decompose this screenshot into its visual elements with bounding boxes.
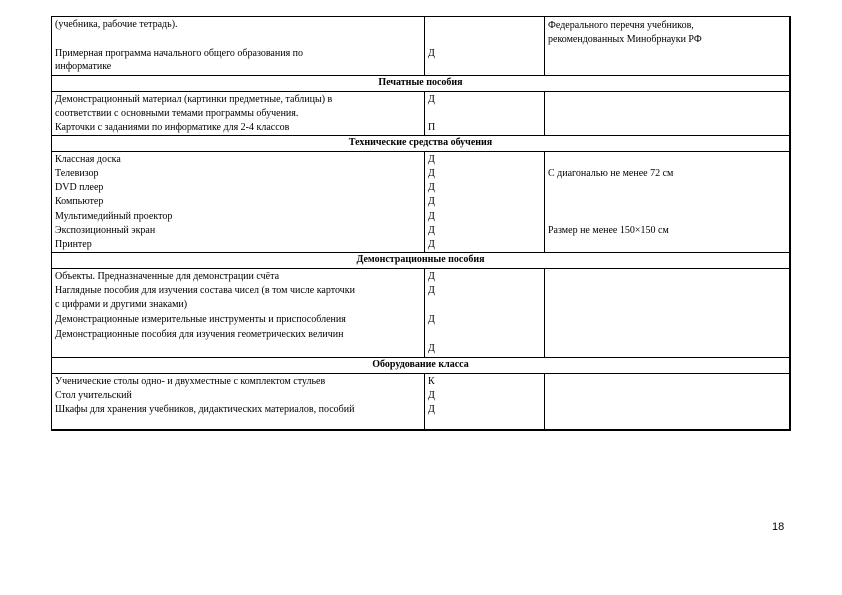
list-item: Демонстрационные пособия для изучения геометрических величин (55, 329, 344, 340)
list-item: Объекты. Предназначенные для демонстрации счёта (55, 271, 280, 282)
cell-text: Примерная программа начального общего образования по (55, 48, 304, 59)
cell-mark: Д (428, 239, 435, 250)
cell-mark: Д (428, 48, 435, 59)
cell-mark: Д (428, 271, 435, 282)
list-item: Демонстрационные измерительные инструменты и приспособления (55, 314, 346, 325)
cell-mark: Д (428, 225, 435, 236)
table-cell (425, 152, 545, 252)
table-row (52, 17, 789, 76)
table-cell (425, 92, 545, 135)
section-title: Технические средства обучения (348, 137, 493, 148)
cell-mark: П (428, 122, 436, 133)
page-number: 18 (772, 521, 785, 533)
equipment-table (51, 16, 791, 431)
list-item: Принтер (55, 239, 92, 250)
cell-mark: К (428, 376, 435, 387)
cell-note: Размер не менее 150×150 см (548, 225, 669, 236)
list-item: Стол учительский (55, 390, 132, 401)
table-cell (425, 374, 545, 430)
table-cell (52, 92, 425, 135)
section-title: Печатные пособия (378, 77, 463, 88)
list-item: Наглядные пособия для изучения состава чисел (в том числе карточки (55, 285, 355, 296)
cell-mark: Д (428, 94, 435, 105)
list-item: с цифрами и другими знаками) (55, 299, 188, 310)
table-cell (52, 17, 425, 75)
cell-note: С диагональю не менее 72 см (548, 168, 674, 179)
cell-mark: Д (428, 211, 435, 222)
section-title: Демонстрационные пособия (356, 254, 485, 265)
list-item: Компьютер (55, 196, 104, 207)
section-header-row (52, 76, 789, 92)
table-cell (545, 92, 789, 135)
cell-mark: Д (428, 182, 435, 193)
cell-mark: Д (428, 314, 435, 325)
table-row (52, 374, 789, 430)
cell-text: Карточки с заданиями по информатике для 2-4 классов (55, 122, 290, 133)
table-cell (425, 17, 545, 75)
section-header-row (52, 358, 789, 374)
list-item: Телевизор (55, 168, 99, 179)
list-item: Шкафы для хранения учебников, дидактических материалов, пособий (55, 404, 355, 415)
list-item: Мультимедийный проектор (55, 211, 173, 222)
table-cell (425, 269, 545, 357)
table-cell (52, 152, 425, 252)
table-cell (52, 374, 425, 430)
table-cell (545, 152, 789, 252)
table-row (52, 152, 789, 253)
section-header-row (52, 253, 789, 269)
cell-mark: Д (428, 285, 435, 296)
table-cell (545, 17, 789, 75)
table-cell (52, 269, 425, 357)
section-title: Оборудование класса (372, 359, 469, 370)
cell-text: (учебника, рабочие тетрадь). (55, 19, 178, 30)
table-cell (545, 269, 789, 357)
cell-text: соответствии с основными темами программы обучения. (55, 108, 299, 119)
cell-mark: Д (428, 343, 435, 354)
cell-text: рекомендованных Минобрнауки РФ (548, 34, 702, 45)
list-item: Экспозиционный экран (55, 225, 156, 236)
cell-mark: Д (428, 404, 435, 415)
table-cell (545, 374, 789, 430)
cell-text: Демонстрационный материал (картинки предметные, таблицы) в (55, 94, 333, 105)
cell-text: информатике (55, 61, 112, 72)
list-item: DVD плеер (55, 182, 104, 193)
cell-mark: Д (428, 196, 435, 207)
cell-mark: Д (428, 154, 435, 165)
table-row (52, 269, 789, 358)
section-header-row (52, 136, 789, 152)
cell-mark: Д (428, 390, 435, 401)
table-row (52, 92, 789, 136)
cell-text: Федерального перечня учебников, (548, 20, 694, 31)
list-item: Ученические столы одно- и двухместные с комплектом стульев (55, 376, 326, 387)
list-item: Классная доска (55, 154, 121, 165)
cell-mark: Д (428, 168, 435, 179)
